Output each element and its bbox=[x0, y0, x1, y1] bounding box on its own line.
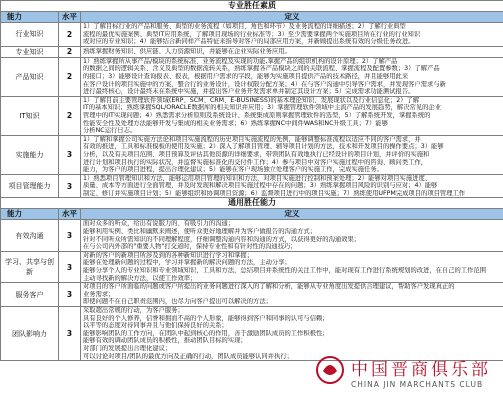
definition-line: 熟练掌握财务知识、供应链、人力资源知识，并能够在企业实际业务应用。 bbox=[83, 47, 291, 55]
ability-definition bbox=[81, 251, 503, 282]
table-row bbox=[1, 46, 503, 57]
header-definition: 定义 bbox=[81, 12, 503, 23]
definition-line: 在与公司内外部的"重要人物"打交道时，保持专业性和有针对性的沟通技巧； bbox=[83, 243, 297, 251]
ability-name: 专业知识 bbox=[1, 46, 59, 57]
definition-line: 流程的最优实施案例、典型IT应用系统，了解项目现场的行业标准等；3）至少需要掌握两个实施项目所在行业的行业知识 bbox=[83, 30, 421, 38]
ability-name: IT知识 bbox=[1, 96, 59, 135]
header-ability: 能力 bbox=[1, 12, 59, 23]
table-row bbox=[1, 174, 503, 198]
ability-level: 2 bbox=[59, 23, 81, 47]
ability-level: 3 bbox=[59, 174, 81, 198]
definition-line: 对新的客户的新项目所涉及到的各种新知识进行学习和掌握； bbox=[83, 251, 254, 259]
ability-level: 2 bbox=[59, 96, 81, 135]
header-level: 水平 bbox=[59, 12, 81, 23]
ability-level: 2 bbox=[59, 57, 81, 96]
ability-name: 实施能力 bbox=[1, 135, 59, 174]
definition-line: 业务需求； bbox=[83, 290, 115, 298]
definition-line: 进行计划和项目执行的实际状况，并监督实施标准化的交付件工作；4）参与项目中对客户实施过程中的咨询、顾问类工作， bbox=[83, 158, 428, 166]
table-row bbox=[1, 307, 503, 361]
ability-level: 3 bbox=[59, 251, 81, 282]
definition-line: 能够有效的调动团队成员的积极性，推动团队目标的实现； bbox=[83, 337, 247, 345]
table-row bbox=[1, 135, 503, 174]
definition-line: 以平等的态度对待同事并且与他们保持良好的关系； bbox=[83, 322, 228, 330]
definition-line: 能够分享个人的专业知识和专业领域知识，工具和方法，总结项目并系统性的关注工作中，能对现有工作进行系统规划的改进，在自己的工作范围 bbox=[83, 267, 486, 275]
ability-definition bbox=[81, 174, 503, 198]
definition-line: 的接口；3）能够设计查询报表、报表，根据用户需求的字段，能够为实施项目提供产品的技术路径，并且能够用此来 bbox=[83, 72, 409, 80]
ability-level: 2 bbox=[59, 46, 81, 57]
ability-name: 项目管理能力 bbox=[1, 174, 59, 198]
table-row bbox=[1, 23, 503, 47]
table-row bbox=[1, 220, 503, 251]
header-definition: 定义 bbox=[81, 209, 503, 220]
table-row bbox=[1, 283, 503, 307]
ability-level: 3 bbox=[59, 135, 81, 174]
definition-line: 性能安全性及处理方法能够开发与集成的相关业务需求；6）熟练掌握NC中间件WAS和NC升级工具；7）能够 bbox=[83, 119, 388, 127]
definition-line: 1）熟练掌握所从事产品/模块的系统标准、业务流程及实现的功能,掌握产品的组织机构的设计原理；2）了解产品 bbox=[83, 57, 398, 65]
definition-line: 对部门的发展提出合理化建议； bbox=[83, 344, 172, 352]
ability-name: 产品知识 bbox=[1, 57, 59, 96]
definition-line: 可以讨论对项目/团队的最优方向及正确的行动，团队成员能够认同并执行； bbox=[83, 352, 293, 360]
ability-level: 3 bbox=[59, 220, 81, 251]
definition-line: 分析NC运行日志。 bbox=[83, 127, 137, 135]
definition-line: 管理中的IT实现问题；4）熟悉需求分析原则及系统设计、系统集成原则掌握管理软件的选型，5）了解系统开发，掌握系统的 bbox=[83, 111, 431, 119]
ability-name: 行业知识 bbox=[1, 23, 59, 47]
definition-line: 有效的推进，工具和标准模板的使用及实施；2）深入了解项目管理、辅导项目计划的方法，技术和开发项目的操作要点；3）能够 bbox=[83, 143, 444, 151]
ability-level: 3 bbox=[59, 283, 81, 307]
ability-definition bbox=[81, 23, 503, 47]
definition-line: 即使问题不在自己职责范围内，也尽力向客户提出可以解决的方法； bbox=[83, 298, 272, 306]
definition-line: 1）了解目标行业的产品和服务、典型的业务流程（如项目、角色和环节）及业务流程的详细描述；2）了解行业典型 bbox=[83, 23, 406, 30]
watermark-brand-cn: 中国晋商俱乐部 bbox=[351, 360, 491, 380]
definition-line: 1）了解和掌握公司实施方法论和项目实施流程的历史项目实施流程的先例，能够调整标准流程以适应不同的客户需求，并 bbox=[83, 135, 421, 143]
ability-name: 学习、共享与创新 bbox=[1, 251, 59, 282]
definition-line: 针对不同听众所需知识的不同理解程度，仔细调整沟通内容和沟通的方式，以获得更好的沟通效果； bbox=[83, 235, 361, 243]
definition-line: 1）了解目前主要管理软件领域(ERP、SCM、CRM、E-BUSINESS)的基本理论知识、发展现状以及行业信息化；2）了解 bbox=[83, 96, 420, 104]
header-level: 水平 bbox=[59, 209, 81, 220]
header-ability: 能力 bbox=[1, 209, 59, 220]
definition-line: IT的基本知识；熟练掌握SQL/ORACLE数据库的相关知识并应用；3）掌握管理软件领域中主流产品的发展趋势，解决常见的企业 bbox=[83, 104, 441, 112]
definition-line: 面对众多的听众，给出有说服力的、有吸引力的沟通； bbox=[83, 220, 235, 228]
definition-line: 或对应的专业知识；4）能够结合新同样产品特征来指导对客户的局部应用方案，并新顾提出系统有效的分级任务改进。 bbox=[83, 38, 415, 46]
table-row bbox=[1, 96, 503, 135]
ability-level: 3 bbox=[59, 307, 81, 361]
definition-line: 采取超出常规的行动，为客户服务； bbox=[83, 307, 184, 314]
ability-name: 服务客户 bbox=[1, 283, 59, 307]
ability-definition bbox=[81, 135, 503, 174]
ability-definition bbox=[81, 307, 503, 361]
definition-line: 的数据之间的逻辑关系、含义及典型的数据流转关系，熟练掌握各产品模块之间的关联流程、掌握流程及配置参数；3）了解产品 bbox=[83, 65, 440, 73]
definition-line: 具有良好的个人修养，信誉和拥而不高的个人形象，能够得到客户和同事的认可与信赖； bbox=[83, 314, 329, 322]
ability-definition bbox=[81, 96, 503, 135]
ability-definition bbox=[81, 220, 503, 251]
ability-definition bbox=[81, 46, 503, 57]
definition-line: 能够利用实例、类比和幽默来阐述，使听众更好地理解并为客户做报告的沟通方式； bbox=[83, 228, 316, 236]
section-title-general: 通用胜任能力 bbox=[1, 198, 503, 209]
definition-line: 能力，为客户的项目进程，提出合理化建议；5）能够在客户现场独立处理客户的实施工作，完成实施任务。 bbox=[83, 166, 383, 174]
definition-line: 分析，以及有关项目范围、项目预算及评估其他资源的详细要求，带领团队有效地执行已经设计的项目计划，并评价的实施和 bbox=[83, 150, 430, 158]
table-header-row bbox=[1, 209, 503, 220]
definition-line: 制定、修订并实施项目计划；5）能够组织和协调项目资源；6）监督项目进行中的项目实施；7）熟练使用UFPM完成项目的项目管理工作 bbox=[83, 189, 466, 197]
definition-line: 在客户设计的项目实施中的方案，整合行的业务设计，设计权限分配方案；4）在与客户沟通中引导客户需求，并发现客户需求与新 bbox=[83, 80, 446, 88]
ability-name: 有效沟通 bbox=[1, 220, 59, 251]
definition-line: 1）熟悉项目管理知识和方法，能够运用项目管理的知识和方法，对项目实施进行控制和预案处理；2）能够对项目实施进度、 bbox=[83, 174, 432, 182]
table-header-row bbox=[1, 12, 503, 23]
ability-definition bbox=[81, 57, 503, 96]
definition-line: 主动寻找新的解决方法，以使工作效率； bbox=[83, 274, 197, 282]
watermark-brand-en: CHINA JIN MARCHANTS CLUB bbox=[351, 380, 484, 389]
ability-definition bbox=[81, 283, 503, 307]
table-row bbox=[1, 251, 503, 282]
definition-line: 能够影响团队的工作方向，在团队中起到核心的作用，善于激励团队成员的工作积极性； bbox=[83, 329, 329, 337]
ability-name: 团队影响力 bbox=[1, 307, 59, 361]
table-row bbox=[1, 57, 503, 96]
definition-line: 对项目的客户所面临的问题或客户所提出的业务问题进行深入的了解和分析，能够从专业角度出发提供合理建议，帮助客户发现真正的 bbox=[83, 283, 455, 291]
definition-line: 进行最终核心，设计最终未在系统中实施，并提出客户业务开发需求单并制定其设计方案；5）完成需求功能测试报告。 bbox=[83, 88, 415, 96]
definition-line: 质量、成本等方面进行全面管理，并及时发现和解决项目实施过程中存在的问题；3）熟练掌握项目风险的识别与应对；4）能够 bbox=[83, 182, 438, 190]
definition-line: 能够在处理新问题的过程中，学习并掌握新的解决问题的方法，主动分享； bbox=[83, 259, 291, 267]
section-title-professional: 专业胜任素质 bbox=[1, 1, 503, 12]
